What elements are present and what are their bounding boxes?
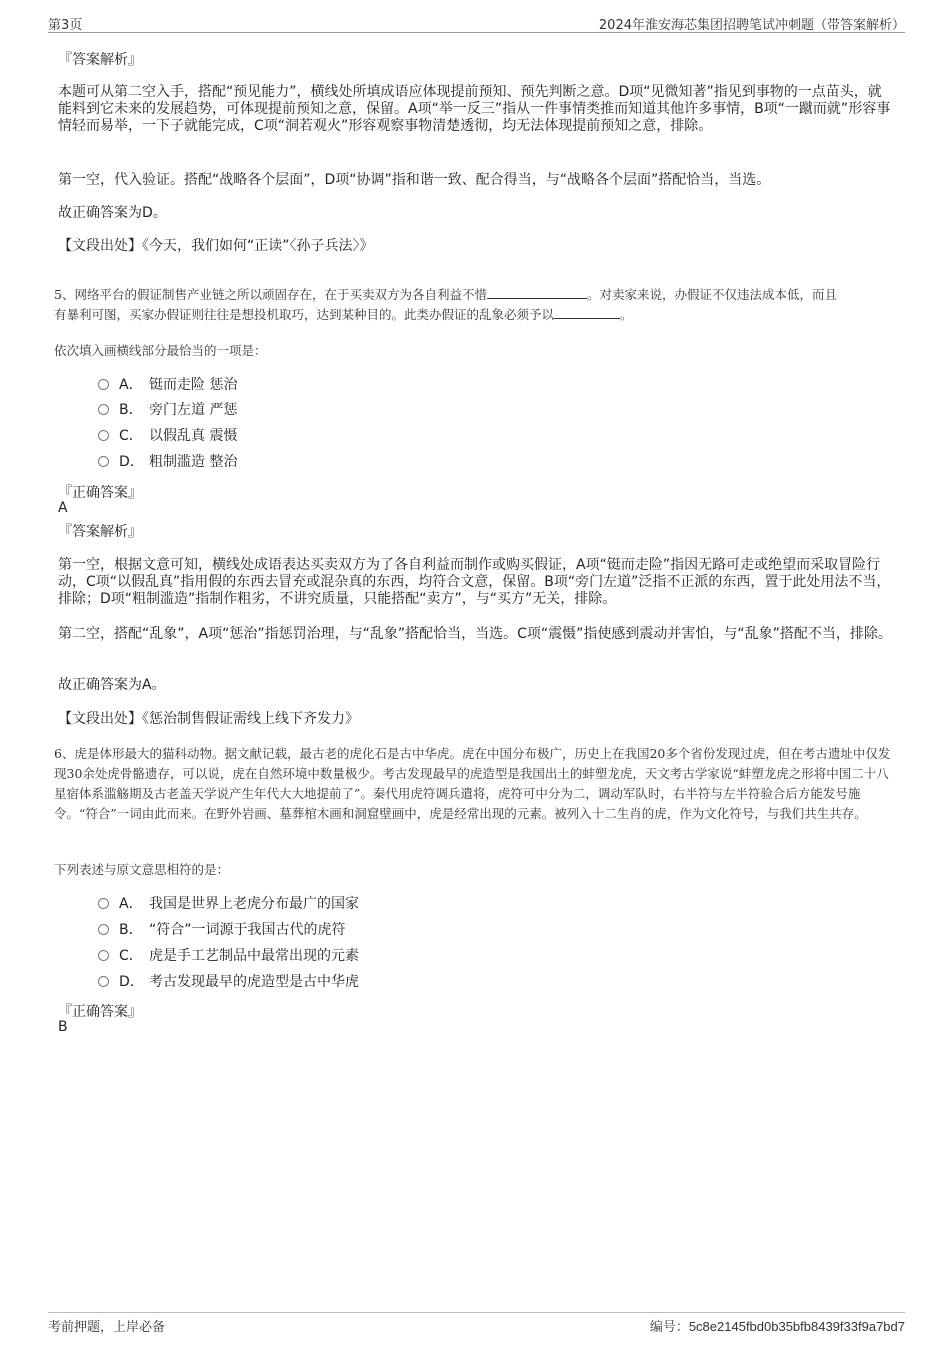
- q5-answer-line: 故正确答案为A。: [58, 677, 166, 693]
- q4-explain-p1: 本题可从第二空入手，搭配“预见能力”，横线处所填成语应体现提前预知、预先判断之意。D项“见微知著”指见到事物的一点苗头，就能料到它未来的发展趋势，可体现提前预知之意，保留。A项“举一反三”指从一件事情类推而知道其他许多事情，B项“一蹴而就”形容事情轻而易举，一下子就能完成，C项“洞若观火”形容观察事物清楚透彻，均无法体现提前预知之意，排除。: [58, 84, 891, 134]
- q6-option-d[interactable]: D． 考古发现最早的虎造型是古中华虎: [98, 972, 359, 992]
- q5-explain-p2: 第二空，搭配“乱象”，A项“惩治”指惩罚治理，与“乱象”搭配恰当，当选。C项“震慑”指使感到震动并害怕，与“乱象”搭配不当，排除。: [58, 626, 892, 642]
- q5-option-b[interactable]: B． 旁门左道 严惩: [98, 400, 237, 420]
- q5-blank-2: [554, 306, 620, 319]
- q5-prompt: 依次填入画横线部分最恰当的一项是：: [54, 343, 267, 358]
- q6-correct-answer: B: [58, 1019, 68, 1035]
- q5-correct-title: 『正确答案』: [58, 485, 142, 501]
- q5-option-c[interactable]: C． 以假乱真 震慑: [98, 426, 237, 446]
- q5-correct-answer: A: [58, 500, 68, 516]
- q5-option-d[interactable]: D． 粗制滥造 整治: [98, 452, 237, 472]
- document-title: 2024年淮安海芯集团招聘笔试冲刺题（带答案解析）: [598, 18, 905, 33]
- radio-icon[interactable]: [98, 924, 109, 935]
- q6-option-c[interactable]: C． 虎是手工艺制品中最常出现的元素: [98, 946, 359, 966]
- radio-icon[interactable]: [98, 456, 109, 467]
- page-footer: [48, 1312, 905, 1335]
- q4-explain-title: 『答案解析』: [58, 52, 142, 68]
- radio-icon[interactable]: [98, 430, 109, 441]
- q5-explain-title: 『答案解析』: [58, 524, 142, 540]
- q5-stem: 5、网络平台的假证制售产业链之所以顽固存在，在于买卖双方为各自利益不惜 。对卖家来说，办假证不仅违法成本低，而且 有暴利可图，买家办假证则往往是想投机取巧，达到某种目的。此类办假证的乱象必须予以 。: [54, 287, 837, 322]
- radio-icon[interactable]: [98, 976, 109, 987]
- q6-option-b[interactable]: B． “符合”一词源于我国古代的虎符: [98, 920, 346, 940]
- q4-explain-p2: 第一空，代入验证。搭配“战略各个层面”，D项“协调”指和谐一致、配合得当，与“战略各个层面”搭配恰当，当选。: [58, 172, 771, 188]
- q6-prompt: 下列表述与原文意思相符的是：: [54, 862, 230, 877]
- radio-icon[interactable]: [98, 404, 109, 415]
- q4-answer-line: 故正确答案为D。: [58, 205, 167, 221]
- document-id: 编号：5c8e2145fbd0b35bfb8439f33f9a7bd7: [649, 1319, 905, 1334]
- q5-option-a[interactable]: A． 铤而走险 惩治: [98, 375, 237, 395]
- q5-explain-p1: 第一空，根据文意可知，横线处成语表达买卖双方为了各自利益而制作或购买假证，A项“铤而走险”指因无路可走或绝望而采取冒险行动，C项“以假乱真”指用假的东西去冒充或混杂真的东西，均符合文意，保留。B项“旁门左道”泛指不正派的东西，置于此处用法不当，排除；D项“粗制滥造”指制作粗劣，不讲究质量，只能搭配“卖方”，与“买方”无关，排除。: [58, 557, 891, 607]
- footer-slogan: 考前押题，上岸必备: [48, 1320, 166, 1335]
- q6-correct-title: 『正确答案』: [58, 1004, 142, 1020]
- radio-icon[interactable]: [98, 898, 109, 909]
- q4-source: 【文段出处】《今天，我们如何“正读”〈孙子兵法〉》: [58, 238, 374, 254]
- radio-icon[interactable]: [98, 950, 109, 961]
- q5-source: 【文段出处】《惩治制售假证需线上线下齐发力》: [58, 711, 359, 727]
- page-header: [48, 12, 905, 33]
- q6-stem: 6、虎是体形最大的猫科动物。据文献记载，最古老的虎化石是古中华虎。虎在中国分布极广，历史上在我国20多个省份发现过虎，但在考古遗址中仅发现30余处虎骨骼遗存，可以说，虎在自然环境中数量极少。考古发现最早的虎造型是我国出土的蚌塑龙虎，天文考古学家说“蚌塑龙虎之形将中国二十八星宿体系滥觞期及古老盖天学说产生年代大大地提前了”。秦代用虎符调兵遣将，虎符可中分为二，调动军队时，右半符与左半符验合后方能发号施令。“符合”一词由此而来。在野外岩画、墓葬棺木画和洞窟壁画中，虎是经常出现的元素。被列入十二生肖的虎，作为文化符号，与我们共生共存。: [54, 746, 891, 821]
- radio-icon[interactable]: [98, 379, 109, 390]
- q6-option-a[interactable]: A． 我国是世界上老虎分布最广的国家: [98, 894, 359, 914]
- page-number: 第3页: [48, 18, 83, 33]
- q5-blank-1: [487, 286, 587, 299]
